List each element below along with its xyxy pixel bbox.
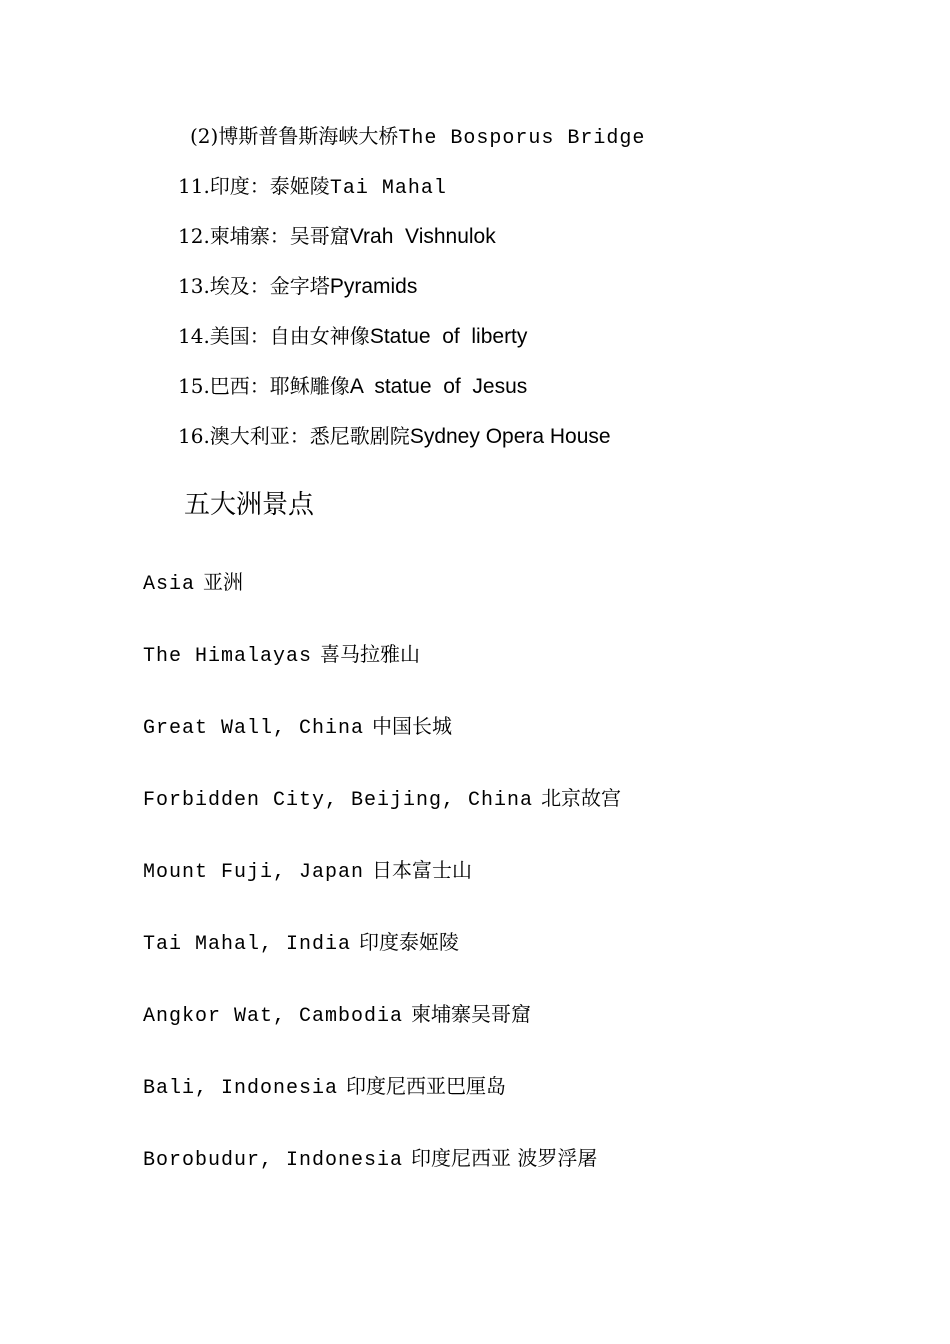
list-item-15 [178,372,527,401]
landmark-english: The Himalayas [143,645,313,668]
landmark-chinese: 中国长城 [372,714,453,738]
item-chinese-text: 14.美国：自由女神像 [178,324,370,348]
landmark-english: Bali, Indonesia [143,1077,339,1100]
landmark-line-asia [143,568,243,599]
landmark-chinese: 柬埔寨吴哥窟 [411,1002,532,1026]
landmark-line-great-wall [143,712,452,743]
item-chinese-text: 13.埃及：金字塔 [178,274,330,298]
landmark-line-angkor-wat [143,1000,531,1031]
landmark-english: Borobudur, Indonesia [143,1149,404,1172]
list-item-13 [178,272,417,301]
landmark-english: Asia [143,573,196,596]
item-english-text: A statue of Jesus [349,375,528,398]
landmark-english: Mount Fuji, Japan [143,861,365,884]
item-chinese-text: 12.柬埔寨：吴哥窟 [178,224,350,248]
landmark-chinese: 北京故宫 [541,786,622,810]
item-english-text: Tai Mahal [329,177,447,200]
item-chinese-text: 11.印度：泰姬陵 [178,174,330,198]
landmark-english: Great Wall, China [143,717,365,740]
landmark-chinese: 日本富士山 [372,858,473,882]
landmark-chinese: 印度尼西亚巴厘岛 [346,1074,507,1098]
item-english-text: Pyramids [329,275,418,298]
list-item-11 [178,172,447,203]
item-english-text: The Bosporus Bridge [398,127,646,150]
landmark-english: Tai Mahal, India [143,933,352,956]
landmark-line-tai-mahal [143,928,459,959]
item-chinese-text: 16.澳大利亚：悉尼歌剧院 [178,424,410,448]
landmark-line-himalayas [143,640,420,671]
item-chinese-text: 15.巴西：耶稣雕像 [178,374,350,398]
landmark-line-borobudur [143,1144,597,1175]
landmark-line-forbidden-city [143,784,621,815]
landmark-line-mount-fuji [143,856,472,887]
item-english-text: Statue of liberty [369,325,528,348]
list-item-14 [178,322,527,351]
list-item-12 [178,222,496,251]
landmark-chinese: 喜马拉雅山 [320,642,421,666]
landmark-line-bali [143,1072,506,1103]
list-item-bosporus-bridge [190,122,645,153]
landmark-chinese: 亚洲 [203,570,244,594]
item-english-text: Sydney Opera House [409,425,611,448]
item-chinese-text: (2)博斯普鲁斯海峡大桥 [190,124,399,148]
landmark-english: Forbidden City, Beijing, China [143,789,534,812]
item-english-text: Vrah Vishnulok [349,225,496,248]
landmark-chinese: 印度尼西亚 波罗浮屠 [411,1146,598,1170]
section-heading: 五大洲景点 [184,490,315,520]
landmark-chinese: 印度泰姬陵 [359,930,460,954]
list-item-16 [178,422,611,451]
landmark-english: Angkor Wat, Cambodia [143,1005,404,1028]
